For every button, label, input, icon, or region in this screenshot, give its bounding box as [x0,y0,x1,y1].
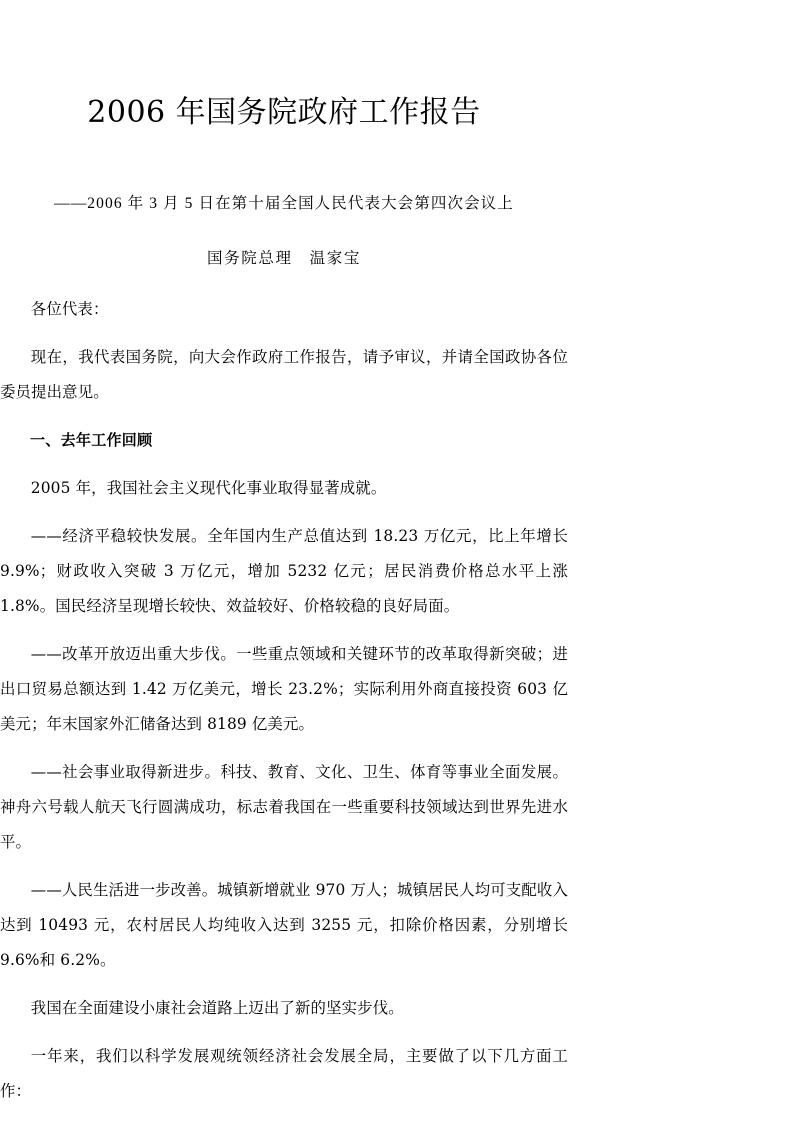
page-title: 2006 年国务院政府工作报告 [87,95,481,130]
paragraph-year-overview: 一年来，我们以科学发展观统领经济社会发展全局，主要做了以下几方面工作： [0,1047,568,1100]
paragraph-reform-opening: ——改革开放迈出重大步伐。一些重点领域和关键环节的改革取得新突破；进出口贸易总额达到 1.42 万亿美元，增长 23.2%；实际利用外商直接投资 603 亿美元；年末国家外汇储备达到 8189 亿美元。 [0,645,568,733]
paragraph-living-standards: ——人民生活进一步改善。城镇新增就业 970 万人；城镇居民人均可支配收入达到 10493 元，农村居民人均纯收入达到 3255 元，扣除价格因素，分别增长 9.6%和 6.2%。 [0,881,569,969]
salutation-line: 各位代表： [30,300,109,318]
document-subtitle: ——2006 年 3 月 5 日在第十届全国人民代表大会第四次会议上 [54,195,514,212]
document-body [0,292,568,1122]
intro-paragraph: 现在，我代表国务院，向大会作政府工作报告，请予审议，并请全国政协各位委员提出意见。 [0,348,568,401]
paragraph-xiaokang-progress: 我国在全面建设小康社会道路上迈出了新的坚实步伐。 [30,999,404,1017]
paragraph-economy: ——经济平稳较快发展。全年国内生产总值达到 18.23 万亿元，比上年增长 9.9%；财政收入突破 3 万亿元，增加 5232 亿元；居民消费价格总水平上涨 1.8%。国民经济呈现增长较快、效益较好、价格较稳的良好局面。 [0,527,568,615]
document-byline: 国务院总理 温家宝 [207,250,361,267]
section-heading-1: 一、去年工作回顾 [30,431,153,449]
paragraph-achievements-summary: 2005 年，我国社会主义现代化事业取得显著成就。 [30,479,387,497]
paragraph-social-programs: ——社会事业取得新进步。科技、教育、文化、卫生、体育等事业全面发展。神舟六号载人航天飞行圆满成功，标志着我国在一些重要科技领域达到世界先进水平。 [0,763,568,851]
